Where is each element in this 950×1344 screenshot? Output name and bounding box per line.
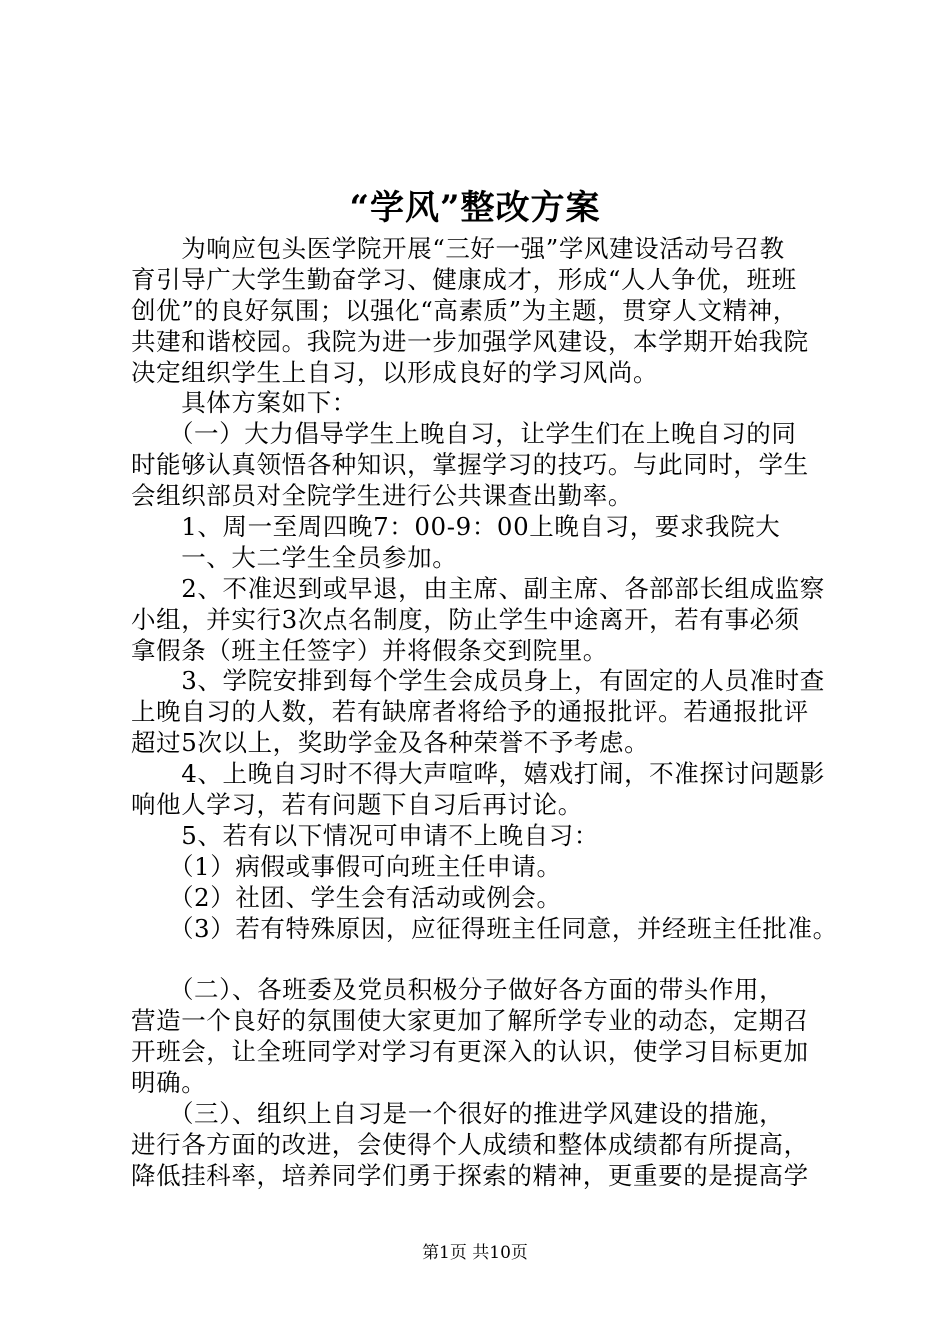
- text-line: 5、若有以下情况可申请不上晚自习：: [131, 820, 599, 850]
- text-line: 育引导广大学生勤奋学习、健康成才，形成“人人争优，班班: [131, 264, 797, 294]
- document-body: [131, 234, 841, 1192]
- text-line: （二）、各班委及党员积极分子做好各方面的带头作用，: [131, 975, 785, 1005]
- text-line: （1）病假或事假可向班主任申请。: [131, 851, 562, 881]
- text-line: 4、上晚自习时不得大声喧哗，嬉戏打闹，不准探讨问题影: [131, 759, 825, 789]
- document-title: “学风”整改方案: [349, 188, 601, 228]
- text-line: 明确。: [131, 1068, 207, 1098]
- page-footer: 第1页 共10页: [422, 1243, 528, 1263]
- text-line: 时能够认真领悟各种知识，掌握学习的技巧。与此同时，学生: [131, 450, 809, 480]
- text-line: 一、大二学生全员参加。: [131, 542, 458, 572]
- text-line: 上晚自习的人数，若有缺席者将给予的通报批评。若通报批评: [131, 697, 809, 727]
- text-line: 超过5次以上，奖助学金及各种荣誉不予考虑。: [131, 728, 650, 758]
- text-line: 1、周一至周四晚7：00-9：00上晚自习，要求我院大: [131, 512, 781, 542]
- text-line: 拿假条（班主任签字）并将假条交到院里。: [131, 635, 608, 665]
- text-line: 会组织部员对全院学生进行公共课查出勤率。: [131, 481, 633, 511]
- text-line: 为响应包头医学院开展“三好一强”学风建设活动号召教: [131, 234, 785, 263]
- text-line: 营造一个良好的氛围使大家更加了解所学专业的动态，定期召: [131, 1006, 809, 1036]
- text-line: 具体方案如下：: [131, 388, 357, 418]
- text-line: [131, 944, 841, 975]
- text-line: 响他人学习，若有问题下自习后再讨论。: [131, 790, 583, 820]
- text-line: 决定组织学生上自习，以形成良好的学习风尚。: [131, 357, 659, 387]
- text-line: 创优”的良好氛围；以强化“高素质”为主题，贯穿人文精神，: [131, 295, 798, 325]
- text-line: 降低挂科率，培养同学们勇于探索的精神，更重要的是提高学: [131, 1160, 809, 1190]
- text-line: 小组，并实行3次点名制度，防止学生中途离开，若有事必须: [131, 604, 800, 634]
- text-line: 开班会，让全班同学对学习有更深入的认识，使学习目标更加: [131, 1037, 809, 1067]
- text-line: （3）若有特殊原因，应征得班主任同意，并经班主任批准。: [131, 913, 838, 943]
- text-line: （2）社团、学生会有活动或例会。: [131, 882, 562, 912]
- text-line: （三）、组织上自习是一个很好的推进学风建设的措施，: [131, 1098, 785, 1128]
- text-line: 3、学院安排到每个学生会成员身上，有固定的人员准时查: [131, 666, 825, 696]
- text-line: 共建和谐校园。我院为进一步加强学风建设，本学期开始我院: [131, 326, 809, 356]
- text-line: 进行各方面的改进，会使得个人成绩和整体成绩都有所提高，: [131, 1129, 809, 1159]
- text-line: 2、不准迟到或早退，由主席、副主席、各部部长组成监察: [131, 573, 825, 603]
- text-line: （一）大力倡导学生上晚自习，让学生们在上晚自习的同: [131, 419, 797, 449]
